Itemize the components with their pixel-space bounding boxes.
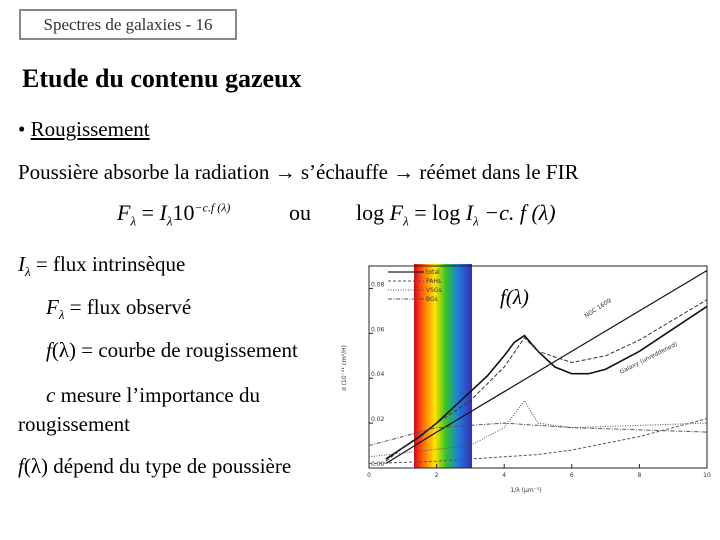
eq-r-equals: = log bbox=[408, 200, 466, 225]
y-axis-label: σ (10⁻²¹ cm²/H) bbox=[341, 345, 348, 391]
def-F-text: = flux observé bbox=[64, 295, 192, 319]
y-tick-label: 0.04 bbox=[371, 371, 385, 379]
eq-r-F: F bbox=[389, 200, 404, 225]
def-dep-text: (λ) dépend du type de poussière bbox=[23, 454, 292, 478]
x-tick-label: 0 bbox=[367, 472, 371, 479]
bullet-symbol: • bbox=[18, 117, 26, 141]
def-F-symbol: F bbox=[46, 295, 59, 319]
def-c-importance bbox=[18, 381, 318, 439]
x-tick-label: 8 bbox=[637, 472, 642, 479]
def-c-symbol: c bbox=[46, 383, 56, 407]
annotation-ngc1609: NGC 1609 bbox=[583, 297, 613, 320]
eq-F-sub: λ bbox=[130, 213, 137, 229]
x-tick-label: 4 bbox=[502, 472, 507, 479]
slide-heading: Etude du contenu gazeux bbox=[22, 64, 302, 93]
eq-equals: = bbox=[136, 200, 160, 225]
y-tick-label: 0.06 bbox=[371, 326, 385, 334]
eq-r-I-sub: λ bbox=[473, 213, 479, 229]
equation-separator: ou bbox=[289, 200, 311, 225]
equation-left bbox=[117, 200, 230, 229]
eq-r-I: I bbox=[465, 200, 474, 225]
slide-header bbox=[19, 9, 237, 40]
def-c-text: mesure l’importance du rougissement bbox=[18, 383, 261, 436]
y-tick-label: 0.00 bbox=[371, 461, 385, 468]
x-axis-label: 1/λ (μm⁻¹) bbox=[510, 487, 542, 494]
x-tick-label: 10 bbox=[703, 472, 711, 479]
eq-ten: 10 bbox=[172, 200, 195, 225]
eq-r-rest: −c. f (λ) bbox=[478, 200, 556, 225]
def-f-text: (λ) = courbe de rougissement bbox=[51, 338, 298, 362]
figure-label: f(λ) bbox=[500, 285, 529, 309]
def-reddening-curve bbox=[46, 338, 298, 363]
legend-vsgs: VSGs bbox=[426, 287, 442, 294]
bullet-rougissement bbox=[18, 117, 150, 142]
dust-process-line: Poussière absorbe la radiation → s’échauffe → réémet dans le FIR bbox=[18, 160, 579, 184]
eq-I-sub: λ bbox=[166, 213, 173, 229]
legend-pahs: PAHs bbox=[426, 278, 441, 285]
eq-exponent: −c.f (λ) bbox=[194, 200, 231, 215]
x-tick-label: 6 bbox=[569, 472, 574, 479]
def-F-sub: λ bbox=[58, 307, 65, 323]
def-I-sub: λ bbox=[25, 264, 31, 280]
def-intrinsic-flux bbox=[18, 252, 185, 280]
eq-log: log bbox=[356, 200, 390, 225]
y-tick-label: 0.02 bbox=[371, 416, 385, 424]
equation-right bbox=[356, 200, 556, 229]
def-dep-symbol: f bbox=[18, 454, 24, 478]
visible-band bbox=[414, 264, 472, 468]
eq-I: I bbox=[159, 200, 167, 225]
extinction-chart bbox=[336, 258, 716, 498]
def-I-text: = flux intrinsèque bbox=[30, 252, 186, 276]
def-I-symbol: I bbox=[18, 252, 25, 276]
x-tick-label: 2 bbox=[434, 472, 439, 479]
eq-r-F-sub: λ bbox=[403, 213, 409, 229]
eq-F: F bbox=[117, 200, 131, 225]
y-tick-label: 0.08 bbox=[371, 281, 385, 289]
legend-bgs: BGs bbox=[426, 296, 438, 303]
def-dust-dependence bbox=[18, 454, 291, 479]
header-title: Spectres de galaxies - 16 bbox=[43, 15, 213, 34]
legend-total: total bbox=[426, 269, 440, 276]
annotation-galaxy: Galaxy (unreddened) bbox=[618, 340, 679, 376]
def-f-symbol: f bbox=[46, 338, 52, 362]
def-observed-flux bbox=[46, 295, 191, 323]
bullet-text: Rougissement bbox=[30, 117, 150, 141]
